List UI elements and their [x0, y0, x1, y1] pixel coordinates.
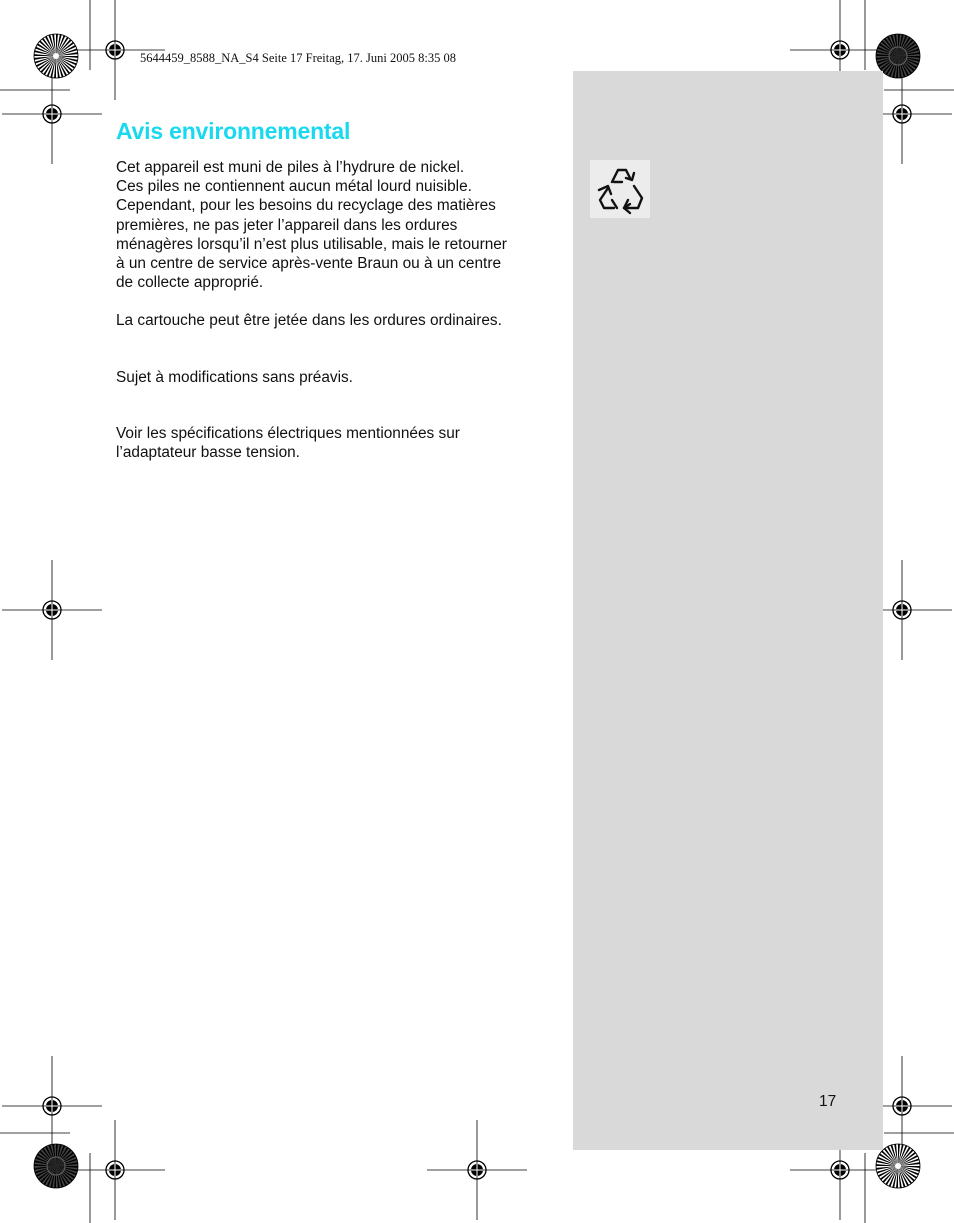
paragraph-specifications: [116, 424, 556, 462]
text-line: premières, ne pas jeter l’appareil dans les ordures: [116, 216, 458, 234]
text-line: à un centre de service après-vente Braun ou à un centre: [116, 255, 501, 273]
registration-mark-icon: [2, 1056, 102, 1156]
print-slug: 5644459_8588_NA_S4 Seite 17 Freitag, 17. Juni 2005 8:35 08: [140, 51, 456, 65]
registration-mark-icon: [65, 0, 165, 100]
text-line: La cartouche peut être jetée dans les ordures ordinaires.: [116, 312, 502, 329]
registration-mark-icon: [2, 560, 102, 660]
recycle-icon: [590, 160, 650, 218]
paragraph-modifications: [116, 368, 556, 387]
text-line: Sujet à modifications sans préavis.: [116, 369, 353, 386]
registration-mark-icon: [65, 1120, 165, 1220]
text-line: Cependant, pour les besoins du recyclage des matières: [116, 197, 496, 215]
color-wheel-icon: [876, 1144, 920, 1188]
registration-mark-icon: [2, 64, 102, 164]
text-line: de collecte approprié.: [116, 274, 264, 292]
color-wheel-icon: [34, 1144, 78, 1188]
side-panel: [573, 71, 883, 1150]
paragraph-batteries: [116, 158, 556, 292]
registration-mark-icon: [427, 1120, 527, 1220]
text-line: Ces piles ne contiennent aucun métal lourd nuisible.: [116, 178, 472, 196]
color-wheel-icon: [34, 34, 78, 78]
page-title: Avis environnemental: [116, 118, 351, 144]
text-line: Cet appareil est muni de piles à l’hydrure de nickel.: [116, 159, 465, 176]
text-line: ménagères lorsqu’il n’est plus utilisable, mais le retourner: [116, 235, 507, 253]
text-line: Voir les spécifications électriques mentionnées sur: [116, 425, 460, 442]
paragraph-cartridge: [116, 311, 556, 330]
page-number: 17: [819, 1093, 837, 1110]
text-line: l’adaptateur basse tension.: [116, 444, 300, 462]
